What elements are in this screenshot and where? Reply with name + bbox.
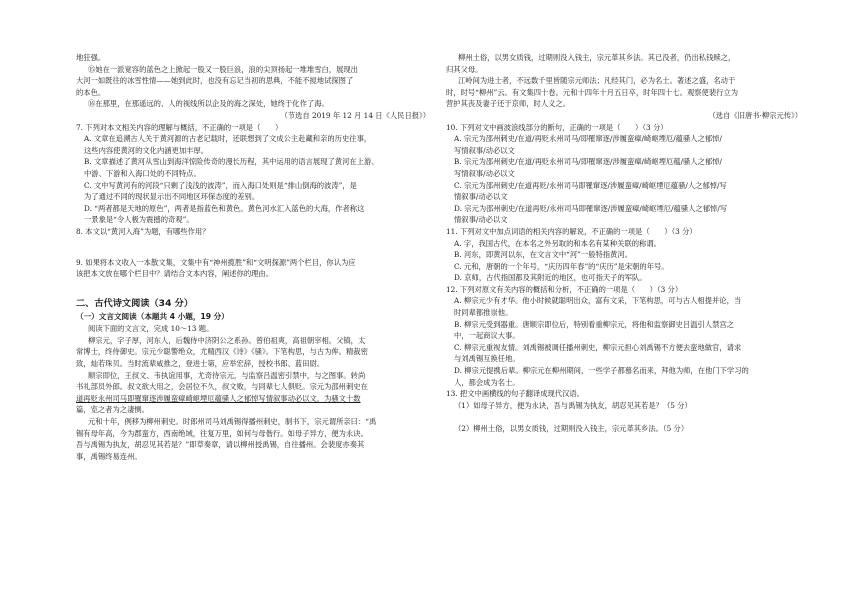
q10-option: A. 宗元为邵州刺史/在道/再贬永州司马/即罹窜逐/涉履蛮瘴/崎岖堙厄/蕴骚人之郁悼/ [454, 134, 722, 144]
passage-line: 大河一如既往的冰雪性情——她到此时，也没有忘记当初的思典，不能不搅地试探图了 [76, 76, 354, 86]
q11-option: D. 京师，古代指国都及其附近的地区，也可指天子的军队。 [454, 273, 647, 283]
passage-line: 元和十年，例移为柳州刺史。时郎州司马刘禹锡得播州刺史，制书下，宗元谓所亲曰：“禹 [88, 417, 377, 427]
question-8: 8. 本文以“黄河入海”为题，有哪些作用？ [76, 226, 210, 236]
reading-instruction: 阅读下面的文言文，完成 10～13 题。 [88, 324, 214, 334]
passage-line: 致，灿若珠贝。当时流辈咸推之，登进士第，应举宏辞，授校书郎、蓝田尉。 [76, 359, 325, 369]
q12-option: 与刘禹锡互换任地。 [454, 354, 520, 364]
passage-line: 顺宗即位，王叔文、韦执谊用事，尤奇待宗元，与监察吕温密引禁中，与之图事。转尚 [88, 370, 366, 380]
q11-option: B. 河东，即黄河以东，在文言文中“河”一般特指黄河。 [454, 250, 632, 260]
passage-line: 江岭间为进士者，不远数千里皆随宗元师法；凡经其门，必为名士。著述之盛，名动于 [458, 76, 736, 86]
q11-option: C. 元和，唐朝的一个年号，“庆历四年春”的“庆历”是宋朝的年号。 [454, 261, 669, 271]
q12-option: D. 柳宗元提携后辈。柳宗元在柳州期间，一些学子都慕名而来，拜他为师，在他门下学习的 [454, 366, 749, 376]
q7-option: 这些内容使黄河的文化内涵更加丰厚。 [84, 145, 209, 155]
q10-option: 情叙事/动必以文 [454, 192, 508, 202]
q10-option: C. 宗元为邵州刺史/在道再贬/永州司马即罹窜逐/涉履蛮瘴/崎岖堙厄蕴骚/人之郁悼/写 [454, 180, 727, 190]
q12-option: B. 柳宗元受到器重。唐顺宗即位后，特别看重柳宗元，将他和监察御史吕温引人禁宫之 [454, 319, 734, 329]
passage-line: 时，时号“柳州”云。有文集四十卷。元和十四年十月五日卒，时年四十七。观察使裴行立为 [446, 87, 739, 97]
passage-line: ⑯在那里，在那遥远的、人的视线所以企及的海之深处，她终于化作了海。 [88, 99, 329, 109]
passage-line: 书礼部员外郎。叔文欲大用之，会居位不久，叔文败，与同辈七人俱贬。宗元为邵州刺史在 [76, 382, 368, 392]
q7-option: 中游、下游和入海口处的不同特点。 [84, 168, 201, 178]
q10-option: B. 宗元为邵州刺史/在道/再贬永州司马/即罹窜逐/涉履蛮瘴/崎岖堙厄蕴/骚人之郁悼/ [454, 157, 723, 167]
q11-option: A. 字，我国古代，在本名之外另取的和本名有某种关联的称谓。 [454, 238, 661, 248]
passage-line: 锡有母年高，今为郡蛮方，西南绝域，往复万里，如何与母偕行。如母子异方，便为永诀。 [76, 428, 368, 438]
wavy-underlined-line: 道再贬永州司马即罹窜逐涉履蛮瘴崎岖堙厄蕴骚人之郁悼写情叙事动必以文，为骚文十数 [76, 393, 361, 403]
right-column [446, 52, 806, 435]
left-column [76, 52, 434, 462]
q12-option: 人，都会成为名士。 [454, 377, 520, 387]
q12-option: A. 柳宗元少有才华。他小时候就聪明出众，富有文采，下笔构思，可与古人相提并论，当 [454, 296, 742, 306]
source-citation: （选自《旧唐书·柳宗元传》） [708, 110, 802, 120]
q12-option: 时同辈都推崇他。 [454, 308, 513, 318]
q10-option: 情叙事/动必以文 [454, 215, 508, 225]
passage-line: ⑮她在一派宽容的蓝色之上掀起一股又一股巨浪，浪的尖顶扬起一堆堆雪白，展现出 [88, 64, 358, 74]
section-title: 二、古代诗文阅读（34 分） [76, 298, 194, 310]
passage-line: 柳宗元，字子厚，河东人，后魏侍中济阴公之系孙。曾伯祖爽，高祖朝宰相。父镇，太 [88, 335, 366, 345]
question-9-line: 该把本文放在哪个栏目中？请结合文本内容，阐述你的理由。 [76, 269, 274, 279]
question-12-stem: 12. 下列对原文有关内容的概括和分析，不正确的一项是（ ）（3 分） [446, 284, 683, 294]
q10-option: 写情叙事/动必以文 [454, 145, 515, 155]
question-10-stem: 10. 下列对文中画波浪线部分的断句，正确的一项是（ ）（3 分） [446, 122, 668, 132]
q12-option: C. 柳宗元重视友情。刘禹锡被调任播州刺史，柳宗元担心刘禹锡不方便去蛮地做官，请求 [454, 342, 742, 352]
q13-item: （1）如母子异方，便为永诀，吾与禹锡为执友，胡忍见其若是？（5 分） [454, 400, 692, 410]
q10-option: D. 宗元为邵州刺史/在道再贬/永州司马即罹窜逐/涉履蛮瘴/崎岖堙厄/蕴骚人之郁悼/写 [454, 203, 728, 213]
q7-option: 为了通过不同的现状显示出不同地区环保态度的差别。 [84, 192, 260, 202]
q12-option: 中，一起商议大事。 [454, 331, 520, 341]
q7-option: C. 文中写黄河有的河段“只剩了浅浅的波涛”，而入海口处则是“排山倒海的波涛”，是 [84, 180, 357, 190]
q10-option: 写情叙事/动必以文 [454, 168, 515, 178]
q7-option: A. 文章在追溯古人关于黄河源的古老记载时，还联想到了文成公主赴藏和亲的历史往事， [84, 134, 372, 144]
question-9-line: 9. 如果将本文收入一本散文集，文集中有“神州揽胜”和“文明探源”两个栏目，你认为应 [76, 257, 356, 267]
question-11-stem: 11. 下列对文中加点词语的相关内容的解说，不正确的一项是（ ）（3 分） [446, 226, 697, 236]
q13-item: （2）柳州土俗，以男女质钱，过期则没入钱主，宗元革其乡法。（5 分） [454, 424, 689, 433]
passage-line: 篇，览之者为之凄恻。 [76, 405, 149, 415]
passage-line: 柳州土俗，以男女质钱，过期则没入钱主，宗元革其乡法。其已没者，仍出私钱赎之， [458, 53, 736, 62]
passage-line: 地狂强。 [76, 53, 106, 62]
passage-line: 吾与禹锡为执友，胡忍见其若是？”即草奏章，请以柳州授禹锡，自往播州。会裴度亦奏其 [76, 440, 365, 450]
passage-line: 归其父母。 [446, 64, 483, 74]
question-7-stem: 7. 下列对本文相关内容的理解与概括，不正确的一项是（ ） [76, 122, 283, 132]
passage-line: 营护其丧及妻子还于京师，时人义之。 [446, 99, 571, 109]
passage-line: 常博士，终侍御史。宗元少聪警绝众，尤精西汉《诗》《骚》。下笔构思，与古为侔。精裁密 [76, 347, 368, 357]
q7-option: 一景象是“令人极为震撼的奇观”。 [84, 215, 194, 225]
q7-option: B. 文章描述了黄河从雪山到海洋惊险传奇的漫长历程，其中运用的语言展现了黄河在上游、 [84, 157, 379, 167]
q7-option: D. “两者都是天地的原色”，两者是指蓝色和黄色。黄色河水汇入蓝色的大海，作者称这 [84, 203, 365, 213]
source-citation: （节选自 2019 年 12 月 14 日《人民日报》） [280, 110, 430, 120]
passage-line: 的本色。 [76, 87, 106, 97]
question-13-stem: 13. 把文中画横线的句子翻译成现代汉语。 [446, 389, 584, 399]
subsection-title: （一）文言文阅读（本题共 4 小题，19 分） [76, 312, 229, 322]
passage-line: 事，禹锡终易连州。 [76, 451, 142, 461]
